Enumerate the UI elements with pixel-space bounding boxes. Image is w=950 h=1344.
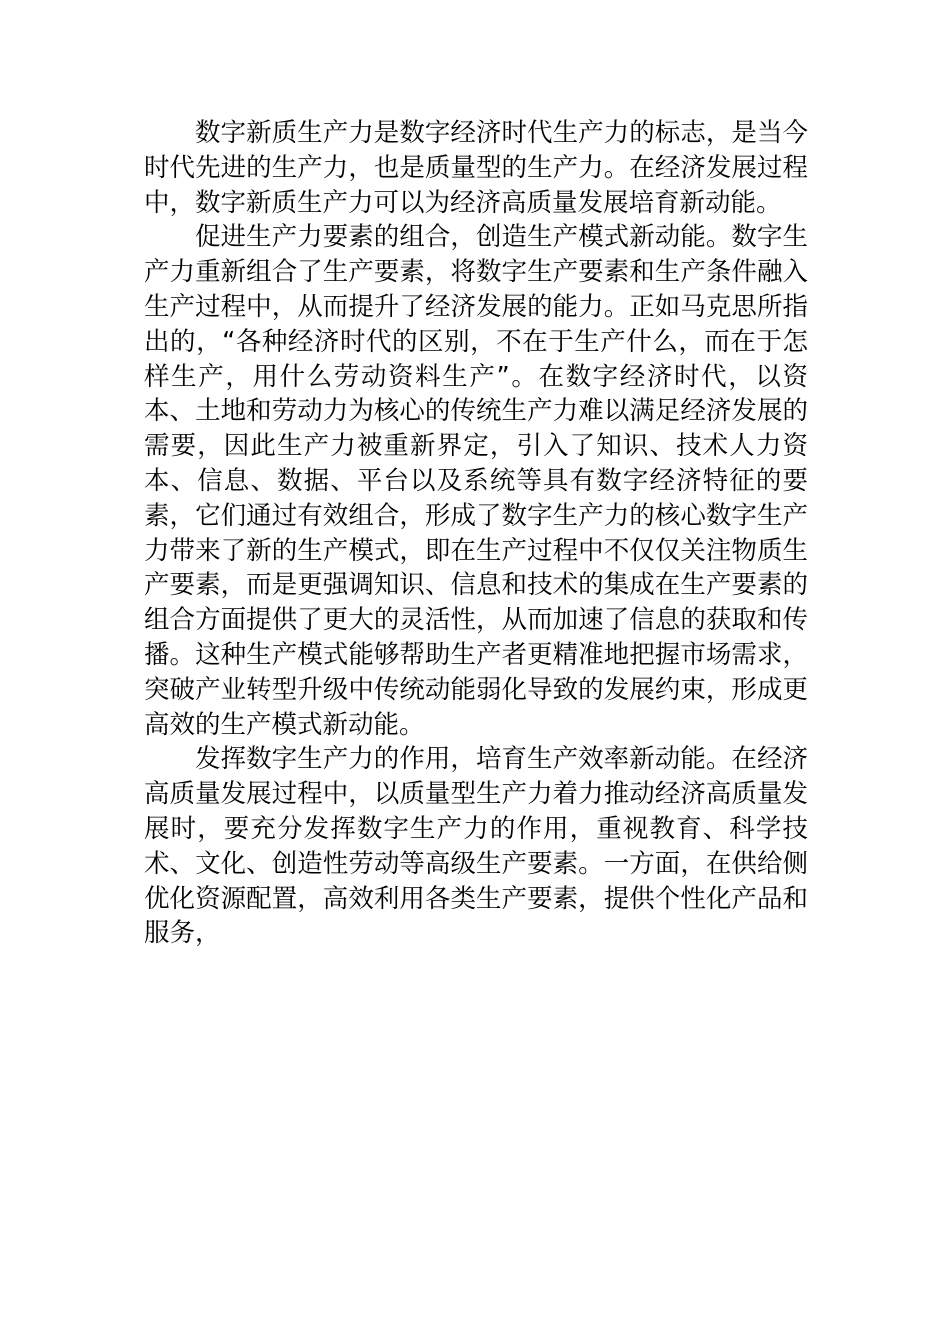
- body-text: [144, 116, 808, 951]
- paragraph-2: 促进生产力要素的组合，创造生产模式新动能。数字生产力重新组合了生产要素，将数字生产要素和生产条件融入生产过程中，从而提升了经济发展的能力。正如马克思所指出的，“各种经济时代的区别，不在于生产什么，而在于怎样生产，用什么劳动资料生产”。在数字经济时代，以资本、土地和劳动力为核心的传统生产力难以满足经济发展的需要，因此生产力被重新界定，引入了知识、技术人力资本、信息、数据、平台以及系统等具有数字经济特征的要素，它们通过有效组合，形成了数字生产力的核心数字生产力带来了新的生产模式，即在生产过程中不仅仅关注物质生产要素，而是更强调知识、信息和技术的集成在生产要素的组合方面提供了更大的灵活性，从而加速了信息的获取和传播。这种生产模式能够帮助生产者更精准地把握市场需求，突破产业转型升级中传统动能弱化导致的发展约束，形成更高效的生产模式新动能。: [144, 222, 808, 740]
- paragraph-3: 发挥数字生产力的作用，培育生产效率新动能。在经济高质量发展过程中，以质量型生产力着力推动经济高质量发展时，要充分发挥数字生产力的作用，重视教育、科学技术、文化、创造性劳动等高级生产要素。一方面，在供给侧优化资源配置，高效利用各类生产要素，提供个性化产品和服务，: [144, 744, 808, 949]
- paragraph-1: 数字新质生产力是数字经济时代生产力的标志，是当今时代先进的生产力，也是质量型的生产力。在经济发展过程中，数字新质生产力可以为经济高质量发展培育新动能。: [144, 118, 808, 218]
